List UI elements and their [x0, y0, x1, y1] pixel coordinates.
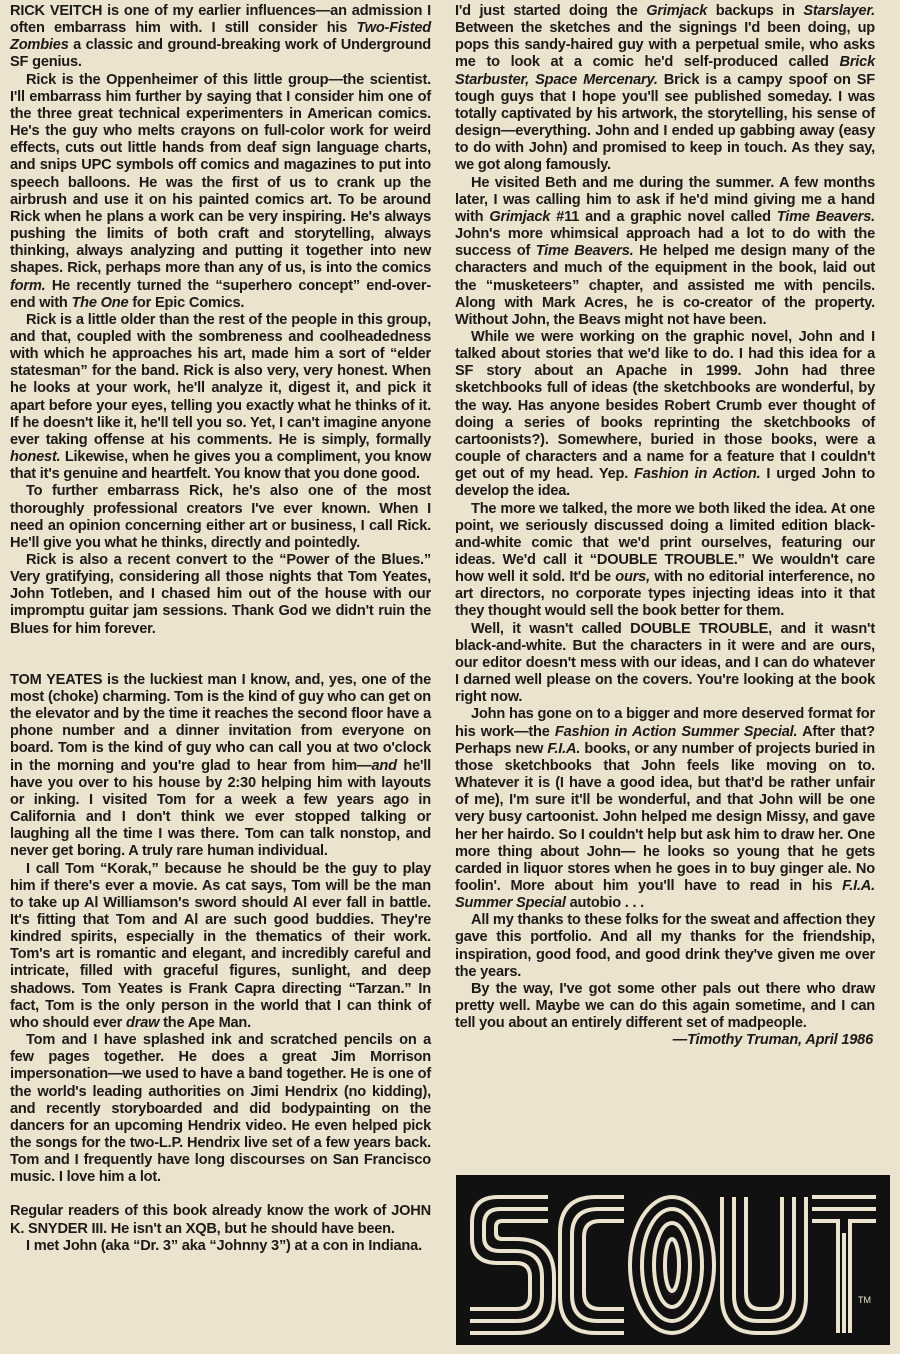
logo-trademark: TM: [858, 1295, 871, 1305]
paragraph-rick-veitch-intro: RICK VEITCH is one of my earlier influences—an admission I often embarrass him with. I still consider his Two-Fisted Zombies a classic and ground-breaking work of Underground SF genius.: [10, 3, 431, 71]
paragraph-double-trouble: The more we talked, the more we both liked the idea. At one point, we seriously discussed doing a limited edition black-and-white comic that we'd print ourselves, featuring our ideas. We'd call it “DOUBLE TROUBLE.” We wouldn't care how well it sold. It'd be ours, with no editorial interference, no art directors, no corporate types injecting ideas into it that they thought would sell the book better for them.: [455, 500, 875, 620]
paragraph-black-and-white: Well, it wasn't called DOUBLE TROUBLE, and it wasn't black-and-white. But the characters in it were and are ours, our editor doesn't mess with our ideas, and I can do whatever I darned well please on the covers. You're looking at the book right now.: [455, 620, 875, 706]
paragraph-tom-hendrix: Tom and I have splashed ink and scratched pencils on a few pages together. He does a great Jim Morrison impersonation—we used to have a band together. He is one of the world's leading authorities on Jimi Hendrix (no kidding), and recently storyboarded and did bodypainting on the dancers for an upcoming Hendrix video. He even helped pick the songs for the two-L.P. Hendrix live set of a few years back. Tom and I frequently have long discourses on San Francisco music. I love him a lot.: [10, 1032, 431, 1186]
section-gap: [10, 1186, 431, 1203]
right-column: [455, 3, 875, 1050]
left-column: [10, 3, 431, 1255]
paragraph-john-time-beavers: He visited Beth and me during the summer. A few months later, I was calling him to ask if he'd mind giving me a hand with Grimjack #11 and a graphic novel called Time Beavers. John's more whimsical approach had a lot to do with the success of Time Beavers. He helped me design many of the characters and much of the equipment in the book, laid out the “musketeers” chapter, and assisted me with pencils. Along with Mark Acres, he is co-creator of the property. Without John, the Beavs might not have been.: [455, 174, 875, 328]
paragraph-tom-korak: I call Tom “Korak,” because he should be the guy to play him if there's ever a movie. As cat says, Tom will be the man to take up Al Williamson's sword should Al ever fall in battle. It's fitting that Tom and Al are such good buddies. They're kindred spirits, especially in the thematics of their work. Tom's art is romantic and elegant, and incredibly careful and intricate, filled with graceful figures, sunlight, and deep shadows. Tom Yeates is Frank Capra directing “Tarzan.” In fact, Tom is the only person in the world that I can think of who should ever draw the Ape Man.: [10, 860, 431, 1031]
scout-logo-art: [456, 1175, 890, 1345]
section-gap: [10, 638, 431, 655]
paragraph-rick-scientist: Rick is the Oppenheimer of this little group—the scientist. I'll embarrass him further by saying that I consider him one of the three great technical experimenters in American comics. He's the guy who melts crayons on full-color work for weird effects, cuts out little hands from deaf sign language charts, and snips UPC symbols off comics and magazines to put into speech balloons. He was the first of us to crank up the airbrush and use it on his painted comics art. To be around Rick when he plans a work can be very inspiring. He's always pushing the limits of both craft and storytelling, always thinking, always analyzing and putting it together into new shapes. Rick, perhaps more than any of us, is into the comics form. He recently turned the “superhero concept” end-over-end with The One for Epic Comics.: [10, 71, 431, 311]
paragraph-rick-blues: Rick is also a recent convert to the “Power of the Blues.” Very gratifying, considering all those nights that Tom Yeates, John Totleben, and I chased him out of the house with our impromptu guitar jam sessions. Thank God we didn't ruin the Blues for him forever.: [10, 552, 431, 637]
signature: —Timothy Truman, April 1986: [672, 1032, 873, 1049]
scout-logo: [456, 1175, 890, 1345]
paragraph-thanks: All my thanks to these folks for the sweat and affection they gave this portfolio. And all my thanks for the friendship, inspiration, good food, and good drink they've given me over the years.: [455, 912, 875, 980]
paragraph-rick-statesman: Rick is a little older than the rest of the people in this group, and that, coupled with the sombreness and coolheadedness with which he approaches his art, made him a sort of “elder statesman” for the band. Rick is also very, very honest. When he looks at your work, he'll analyze it, digest it, and pick it apart before your eyes, telling you exactly what he thinks of it. If he doesn't like it, he'll tell you so. Yet, I can't imagine anyone ever taking offense at his comments. He is simply, formally honest. Likewise, when he gives you a compliment, you know that it's genuine and heartfelt. You know that you done good.: [10, 311, 431, 483]
section-gap: [10, 655, 431, 672]
paragraph-john-summer-special: John has gone on to a bigger and more deserved format for his work—the Fashion in Action Summer Special. After that? Perhaps new F.I.A. books, or any number of projects buried in those sketchbooks that John feels like moving on to. Whatever it is (I have a good idea, but that'd be rather unfair of me), I'm sure it'll be wonderful, and that John will be one very busy cartoonist. John helped me design Missy, and gave her her hairdo. So I couldn't help but ask him to draw her. One more thing about John— he looks so young that he gets carded in liquor stores when he goes in to buy ginger ale. No foolin'. More about him you'll have to read in his F.I.A. Summer Special autobio . . .: [455, 706, 876, 912]
logo-letter-c: [560, 1197, 624, 1333]
paragraph-john-met: I met John (aka “Dr. 3” aka “Johnny 3”) at a con in Indiana.: [26, 1237, 422, 1254]
paragraph-john-snyder-intro: Regular readers of this book already know the work of JOHN K. SNYDER III. He isn't an XQB, but he should have been.: [10, 1203, 431, 1237]
paragraph-tom-yeates-intro: TOM YEATES is the luckiest man I know, and, yes, one of the most (choke) charming. Tom is the kind of guy who can get on the elevator and by the time it reaches the second floor have a phone number and a dinner invitation from everyone on board. Tom is the kind of guy who can call you at two o'clock in the morning and you're glad to hear from him—and he'll have you over to his house by 2:30 helping him with layouts or inking. I visited Tom for a week a few years ago in California and I don't think we ever stopped talking or laughing all the time I was there. Tom can talk nonstop, and never get boring. A truly rare human individual.: [10, 671, 431, 860]
paragraph-rick-professional: To further embarrass Rick, he's also one of the most thoroughly professional creators I've ever known. When I need an opinion concerning either art or business, I call Rick. He'll give you what he thinks, directly and pointedly.: [10, 483, 431, 551]
paragraph-john-sketchbooks: While we were working on the graphic novel, John and I talked about stories that we'd like to do. I had this idea for a SF story about an Apache in 1999. John had three sketchbooks full of ideas (the sketchbooks are wonderful, by the way. Has anyone besides Robert Crumb ever thought of doing a series of books reprinting the sketchbooks of cartoonists?). Somewhere, buried in those books, were a couple of characters and a name for a feature that I couldn't get out of my head. Yep. Fashion in Action. I urged John to develop the idea.: [455, 328, 876, 500]
paragraph-closing: By the way, I've got some other pals out there who draw pretty well. Maybe we can do this again sometime, and I can tell you about an entirely different set of madpeople.: [455, 980, 875, 1032]
paragraph-john-brick-starbuster: I'd just started doing the Grimjack backups in Starslayer. Between the sketches and the signings I'd been doing, up pops this sandy-haired guy with a perpetual smile, who asks me to look at a comic he'd self-produced called Brick Starbuster, Space Mercenary. Brick is a campy spoof on SF tough guys that I hope you'll see published someday. I was totally captivated by his artwork, the storytelling, his sense of design—everything. John and I ended up gabbing away (easy to do with John) and promised to keep in touch. As they say, we got along famously.: [455, 3, 875, 174]
